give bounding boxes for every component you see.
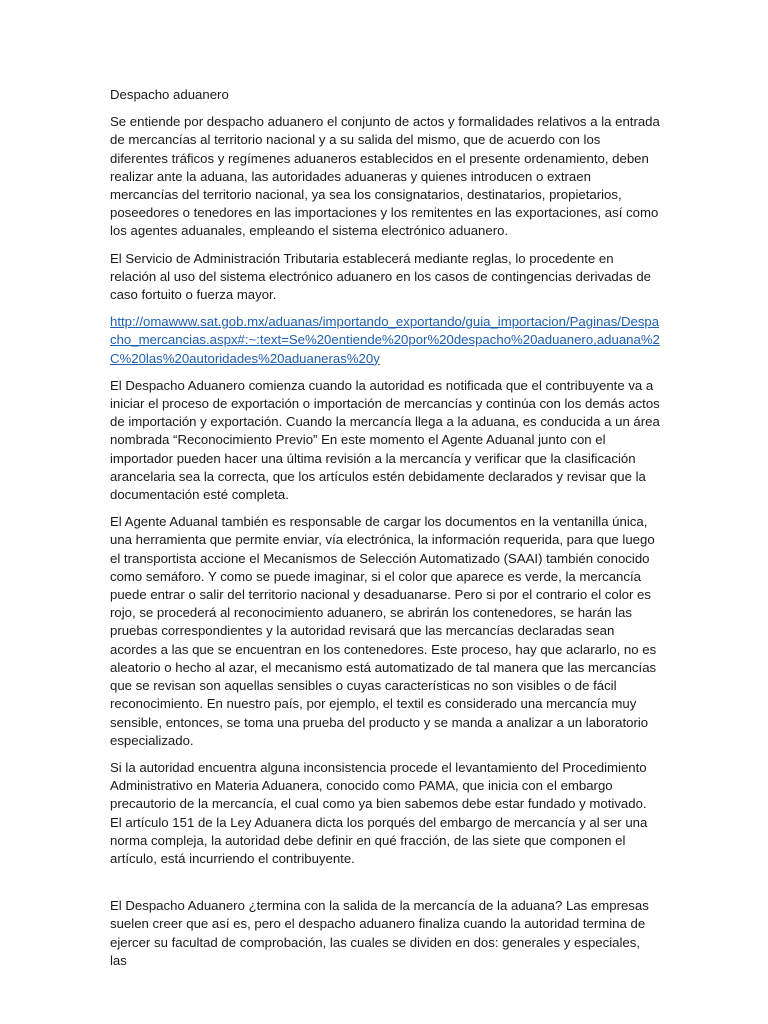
paragraph-end-of-dispatch: El Despacho Aduanero ¿termina con la salida de la mercancía de la aduana? Las empresas suelen creer que así es, pero el despacho aduanero finaliza cuando la autoridad termina de ejercer su facultad de comprobación, las cuales se dividen en dos: generales y especiales, las xyxy=(110,898,649,968)
paragraph-sat-rules: El Servicio de Administración Tributaria establecerá mediante reglas, lo procedente en relación al uso del sistema electrónico aduanero en los casos de contingencias derivadas de caso fortuito o fuerza mayor. xyxy=(110,250,652,303)
paragraph-definition: Se entiende por despacho aduanero el conjunto de actos y formalidades relativos a la entrada de mercancías al territorio nacional y a su salida del mismo, que de acuerdo con los diferentes tráficos y regímenes aduaneros establecidos en el presente ordenamiento, deben realizar ante la aduana, las autoridades aduaneras y quienes introducen o extraen mercancías del territorio nacional, ya sea los consignatarios, destinatarios, propietarios, poseedores o tenedores en las importaciones y los remitentes en las exportaciones, así como los agentes aduanales, empleando el sistema electrónico aduanero. xyxy=(110,114,660,239)
document-title: Despacho aduanero xyxy=(110,87,229,102)
paragraph-agent-duties: El Agente Aduanal también es responsable de cargar los documentos en la ventanilla única, una herramienta que permite enviar, vía electrónica, la información requerida, para que luego el transportista accione el Mecanismos de Selección Automatizado (SAAI) también conocido como semáforo. Y como se puede imaginar, si el color que aparece es verde, la mercancía puede entrar o salir del territorio nacional y desaduanarse. Pero si por el contrario el color es rojo, se procederá al reconocimiento aduanero, se abrirán los contenedores, se harán las pruebas correspondientes y la autoridad revisará que las mercancías declaradas sean acordes a las que se encuentran en los contenedores. Este proceso, hay que aclararlo, no es aleatorio o hecho al azar, el mecanismo está automatizado de tal manera que las mercancías que se revisan son aquellas sensibles o cuyas características no son visibles o de fácil reconocimiento. En nuestro país, por ejemplo, el textil es considerado una mercancía muy sensible, entonces, se toma una prueba del producto y se manda a analizar a un laboratorio especializado. xyxy=(110,514,657,748)
blank-line xyxy=(110,877,660,897)
paragraph-process-start: El Despacho Aduanero comienza cuando la autoridad es notificada que el contribuyente va a iniciar el proceso de exportación o importación de mercancías y continúa con los demás actos de importación y exportación. Cuando la mercancía llega a la aduana, es conducida a un área nombrada “Reconocimiento Previo” En este momento el Agente Aduanal junto con el importador pueden hacer una última revisión a la mercancía y verificar que la clasificación arancelaria sea la correcta, que los artículos estén debidamente declarados y revisar que la documentación esté completa. xyxy=(110,377,660,503)
paragraph-pama: Si la autoridad encuentra alguna inconsistencia procede el levantamiento del Procedimiento Administrativo en Materia Aduanera, conocido como PAMA, que inicia con el embargo precautorio de la mercancía, el cual como ya bien sabemos debe estar fundado y motivado. El artículo 151 de la Ley Aduanera dicta los porqués del embargo de mercancía y al ser una norma compleja, la autoridad debe definir en qué fracción, de las siete que componen el artículo, está incurriendo el contribuyente. xyxy=(110,759,648,866)
document-page xyxy=(110,86,660,979)
source-link[interactable]: http://omawww.sat.gob.mx/aduanas/importando_exportando/guia_importacion/Paginas/Despacho_mercancias.aspx#:~:text=Se%20entiende%20por%20despacho%20aduanero,aduana%2C%20las%20autoridades%20aduaneras%20y xyxy=(110,314,660,366)
